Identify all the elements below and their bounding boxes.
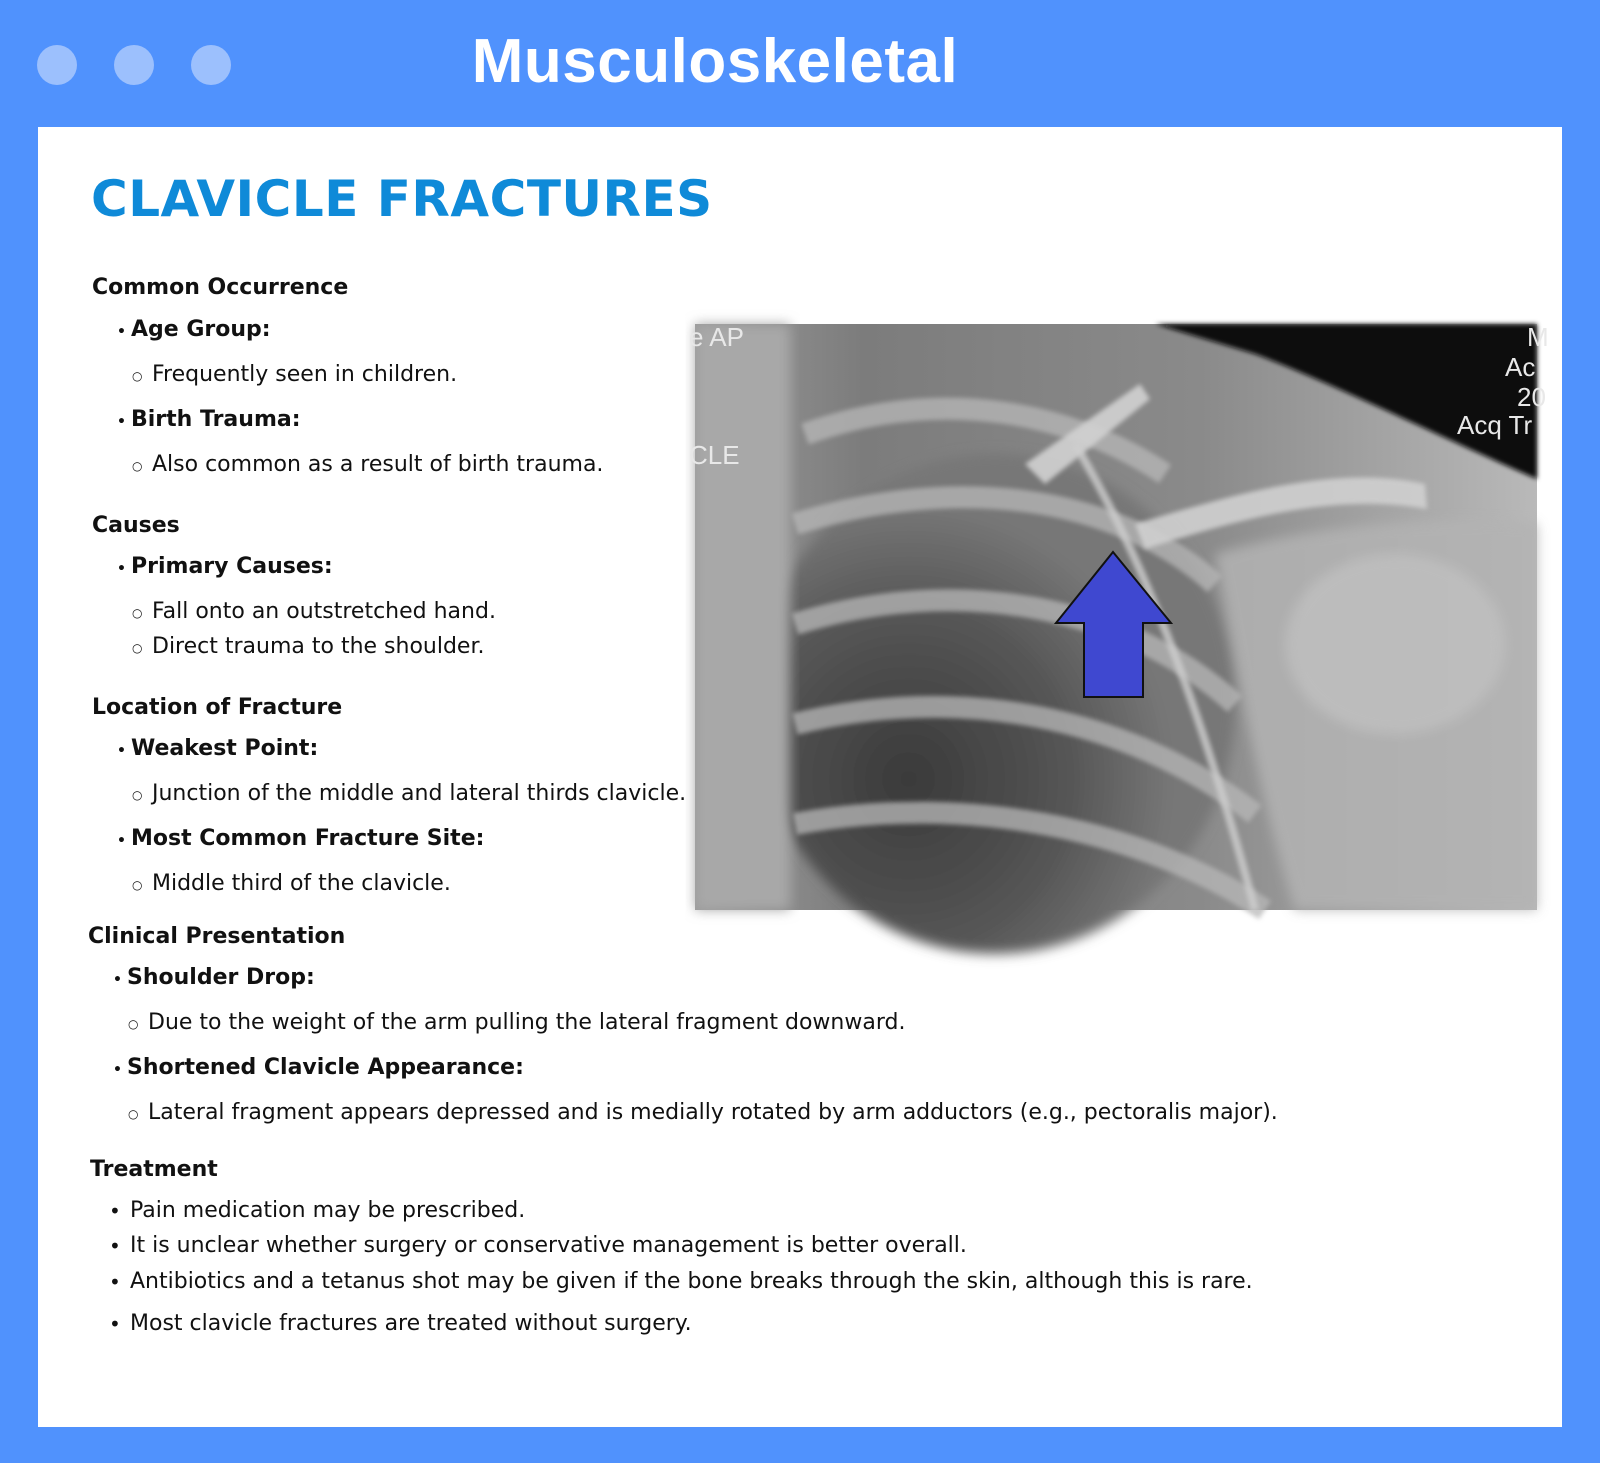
shortened-clavicle-detail: ○ Lateral fragment appears depressed and is medially rotated by arm adductors (e.g., pectoralis major).: [148, 1099, 1278, 1127]
fracture-site-detail: ○ Middle third of the clavicle.: [152, 870, 451, 898]
page-title: CLAVICLE FRACTURES: [91, 170, 713, 228]
shoulder-drop-label: • Shoulder Drop:: [127, 964, 315, 992]
content-panel: [38, 127, 1562, 1427]
xray-label: 20: [1517, 382, 1546, 412]
weakest-point-detail: ○ Junction of the middle and lateral thirds clavicle.: [152, 780, 686, 808]
xray-label: e AP: [689, 322, 744, 352]
section-heading-clinical: Clinical Presentation: [88, 924, 346, 949]
fracture-site-label: • Most Common Fracture Site:: [131, 825, 484, 853]
birth-trauma-detail: ○ Also common as a result of birth trauma.: [152, 451, 603, 479]
xray-label: Ac: [1505, 352, 1536, 382]
weakest-point-label: • Weakest Point:: [131, 735, 318, 763]
primary-cause-detail: ○ Direct trauma to the shoulder.: [152, 633, 484, 661]
xray-label: CLE: [689, 440, 740, 470]
primary-cause-detail: ○ Fall onto an outstretched hand.: [152, 598, 496, 626]
treatment-item: • It is unclear whether surgery or conservative management is better overall.: [130, 1232, 967, 1260]
section-heading-causes: Causes: [92, 513, 180, 538]
section-heading-occurrence: Common Occurrence: [92, 275, 349, 300]
xray-label: M: [1527, 322, 1549, 352]
treatment-item: • Most clavicle fractures are treated without surgery.: [130, 1310, 692, 1338]
window-title: Musculoskeletal: [471, 27, 959, 96]
xray-label: Acq Tr: [1457, 410, 1533, 440]
age-group-detail: ○ Frequently seen in children.: [152, 361, 457, 389]
age-group-label: • Age Group:: [131, 316, 271, 344]
treatment-item: • Antibiotics and a tetanus shot may be given if the bone breaks through the skin, although this is rare.: [130, 1268, 1253, 1296]
section-heading-treatment: Treatment: [90, 1157, 218, 1182]
section-heading-location: Location of Fracture: [92, 695, 343, 720]
birth-trauma-label: • Birth Trauma:: [131, 406, 301, 434]
clavicle-xray-image: [689, 322, 1549, 910]
shortened-clavicle-label: • Shortened Clavicle Appearance:: [127, 1054, 524, 1082]
treatment-item: • Pain medication may be prescribed.: [130, 1197, 525, 1225]
primary-causes-label: • Primary Causes:: [131, 553, 333, 581]
shoulder-drop-detail: ○ Due to the weight of the arm pulling the lateral fragment downward.: [148, 1009, 905, 1037]
title-bar: [0, 0, 1600, 127]
